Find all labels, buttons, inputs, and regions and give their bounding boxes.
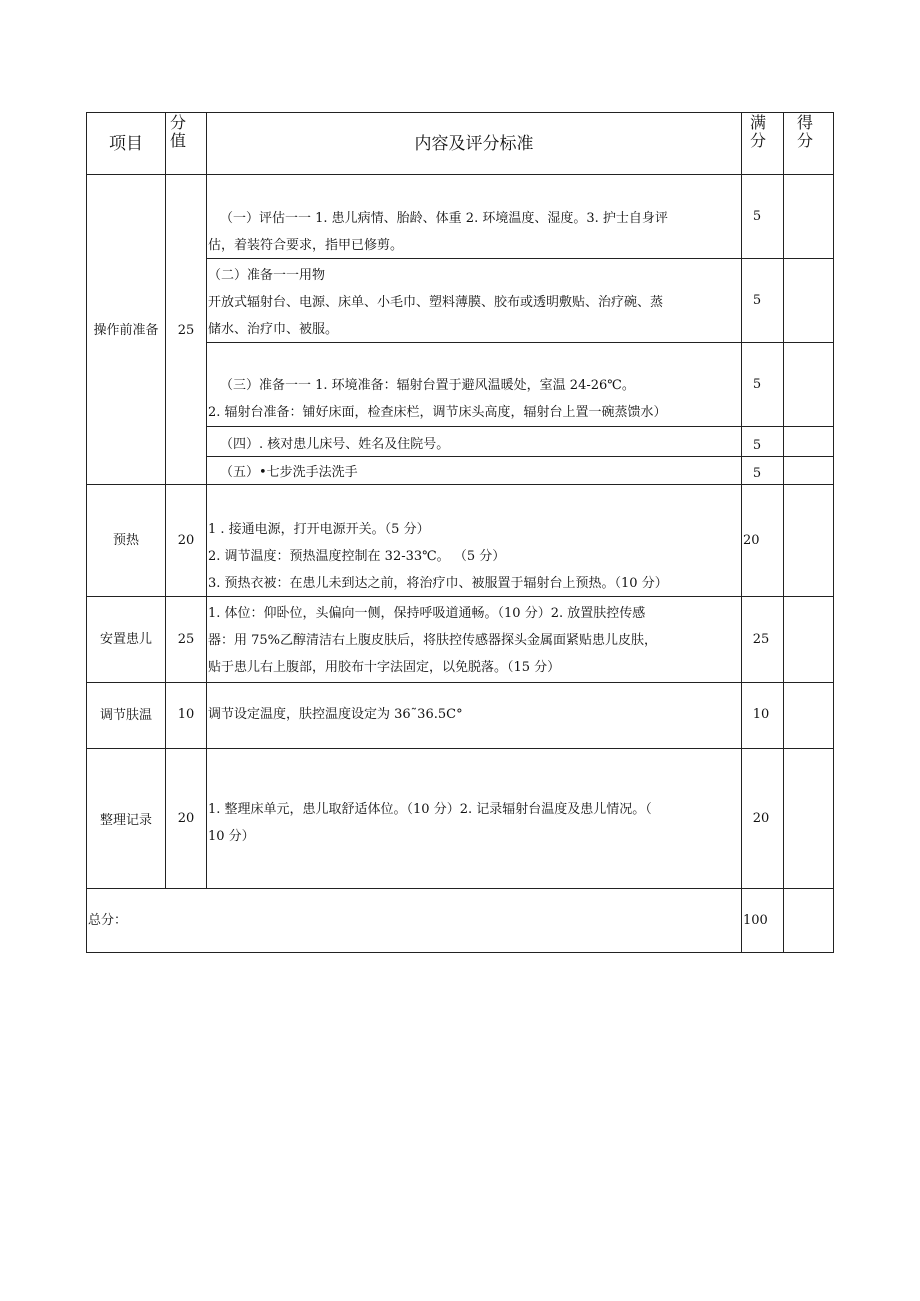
preheat-line-3: 3. 预热衣被：在患儿未到达之前，将治疗巾、被服置于辐射台上预热。（10 分） [208,576,668,591]
place-line-1: 1. 体位：仰卧位，头偏向一侧，保持呼吸道通畅。（10 分）2. 放置肤控传感 [208,606,646,621]
header-item: 项目 [109,134,143,154]
total-label: 总分： [88,913,128,928]
preheat-full: 20 [743,533,760,548]
rule-record-bottom [86,888,834,889]
rule-prep-4 [206,456,834,457]
rule-prep-1 [206,258,834,259]
prep-2-line-2: 开放式辐射台、电源、床单、小毛巾、塑料薄膜、胶布或透明敷贴、治疗碗、蒸 [208,295,664,310]
header-full-1: 满 [749,113,766,132]
preheat-line-1: 1 . 接通电源，打开电源开关。（5 分） [208,522,430,537]
preheat-line-2: 2. 调节温度：预热温度控制在 32-33℃。 （5 分） [208,549,506,564]
prep-5-line-1: （五）•七步洗手法洗手 [220,465,358,480]
prep-4-full: 5 [752,438,762,453]
prep-name: 操作前准备 [93,323,159,338]
rule-col-score [165,112,166,889]
rule-adjust-bottom [86,748,834,749]
record-line-1: 1. 整理床单元，患儿取舒适体位。（10 分）2. 记录辐射台温度及患儿情况。（ [208,802,652,817]
prep-3-line-1: （三）准备一一 1. 环境准备：辐射台置于避风温暖处，室温 24-26℃。 [220,378,635,393]
adjust-name: 调节肤温 [99,708,152,723]
header-score-1: 分 [169,113,186,132]
record-score: 20 [177,811,195,826]
record-line-2: 10 分） [208,829,255,844]
header-full-2: 分 [749,131,766,150]
header-score-2: 值 [169,131,186,150]
rule-prep-bottom [86,484,834,485]
prep-3-full: 5 [752,377,762,392]
prep-1-line-2: 估，着装符合要求，指甲已修剪。 [208,238,404,253]
header-got-2: 分 [796,131,813,150]
rule-bottom [86,952,834,953]
prep-4-line-1: （四）. 核对患儿床号、姓名及住院号。 [220,437,450,452]
prep-2-line-1: （二）准备一一用物 [208,268,326,283]
prep-2-full: 5 [752,293,762,308]
prep-1-line-1: （一）评估一一 1. 患儿病情、胎龄、体重 2. 环境温度、湿度。3. 护士自身评 [220,211,668,226]
header-content: 内容及评分标准 [414,134,534,154]
record-name: 整理记录 [99,813,152,828]
prep-2-line-3: 储水、治疗巾、被服。 [208,322,339,337]
total-full: 100 [743,913,768,928]
prep-5-full: 5 [752,466,762,481]
place-name: 安置患儿 [99,632,152,647]
place-full: 25 [752,632,770,647]
rule-right [833,112,834,953]
preheat-score: 20 [177,533,195,548]
prep-score: 25 [177,323,195,338]
adjust-score: 10 [177,707,195,722]
rule-place-bottom [86,682,834,683]
rule-header-bottom [86,174,834,175]
place-line-2: 器：用 75%乙醇清洁右上腹皮肤后，将肤控传感器探头金属面紧贴患儿皮肤， [208,633,658,648]
rule-prep-2 [206,342,834,343]
rule-col-content [206,112,207,889]
rule-preheat-bottom [86,596,834,597]
rule-prep-3 [206,426,834,427]
record-full: 20 [752,811,770,826]
place-score: 25 [177,632,195,647]
rule-top [86,112,834,113]
prep-1-full: 5 [752,209,762,224]
rule-col-got [783,112,784,953]
place-line-3: 贴于患儿右上腹部，用胶布十字法固定，以免脱落。（15 分） [208,660,561,675]
prep-3-line-2: 2. 辐射台准备：铺好床面，检查床栏，调节床头高度，辐射台上置一碗蒸馈水） [208,405,667,420]
preheat-name: 预热 [112,533,139,548]
adjust-line-1: 调节设定温度，肤控温度设定为 36˜36.5C° [208,707,463,722]
header-got-1: 得 [796,113,813,132]
adjust-full: 10 [752,707,770,722]
